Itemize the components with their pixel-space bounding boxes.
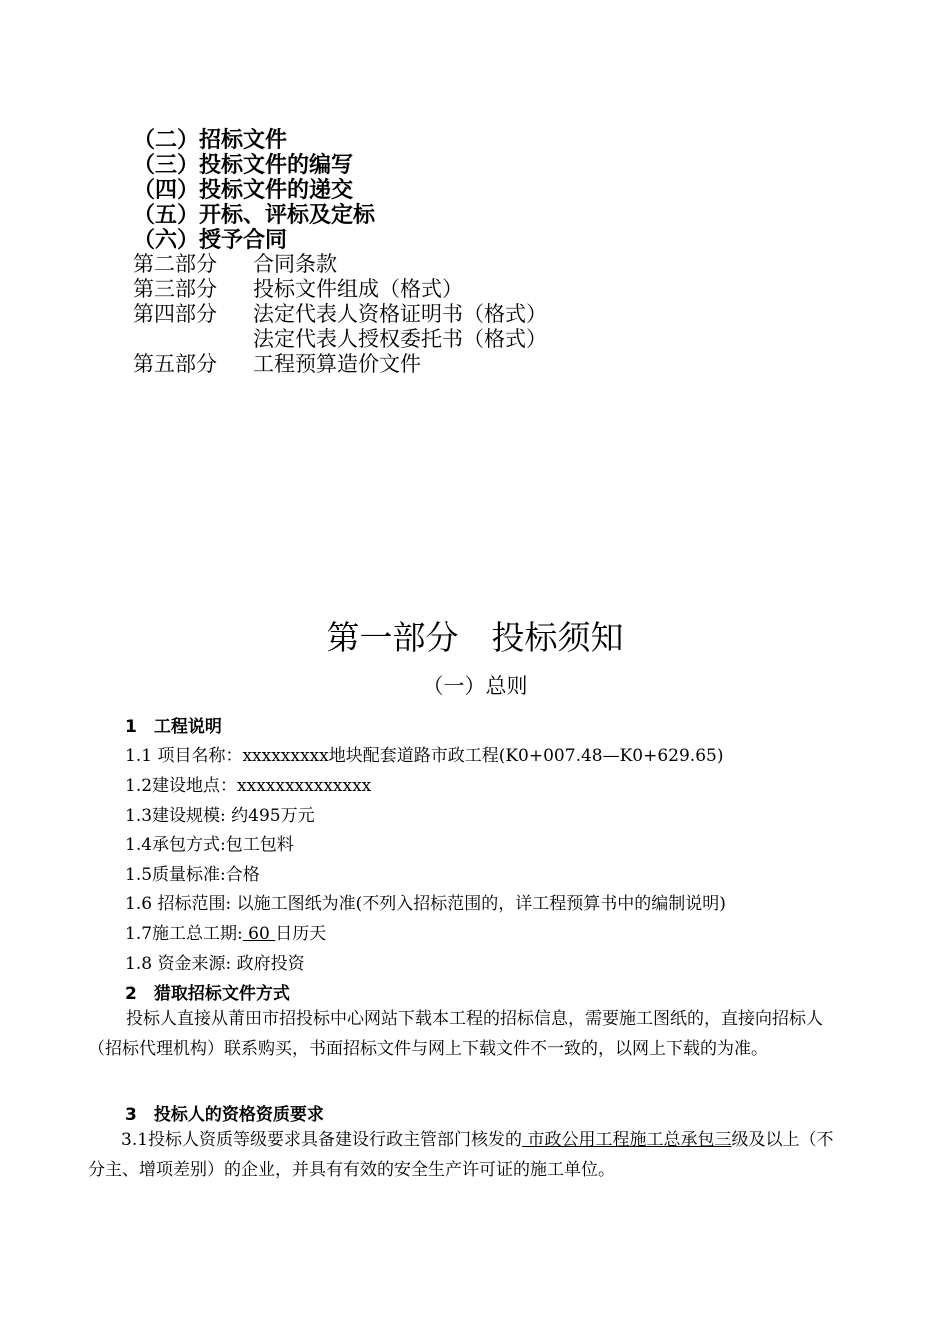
toc-section-2: （二）招标文件 — [133, 128, 288, 153]
list-item-duration — [125, 919, 326, 944]
toc-part-label: 第四部分 — [133, 302, 217, 326]
list-item: 1.5质量标准:合格 — [125, 865, 260, 885]
section-heading-2: 2 猎取招标文件方式 — [125, 984, 290, 1004]
toc-section-5: （五）开标、评标及定标 — [133, 203, 376, 228]
list-item: 1.2建设地点：xxxxxxxxxxxxxx — [125, 776, 372, 796]
duration-suffix: 日历天 — [275, 924, 327, 944]
qualification-level: 市政公用工程施工总承包三 — [522, 1130, 732, 1150]
qualification-prefix: 3.1投标人资质等级要求具备建设行政主管部门核发的 — [121, 1130, 523, 1150]
toc-part-label: 第二部分 — [133, 252, 217, 276]
toc-part-text: 法定代表人授权委托书（格式） — [253, 327, 547, 351]
toc-part-label: 第五部分 — [133, 352, 217, 376]
toc-part-text: 合同条款 — [253, 252, 337, 276]
page-title: 第一部分 投标须知 — [326, 618, 624, 657]
duration-prefix: 1.7施工总工期: — [125, 924, 243, 944]
section-subtitle: （一）总则 — [422, 674, 528, 698]
list-item: 1.3建设规模: 约495万元 — [125, 806, 315, 826]
toc-section-3: （三）投标文件的编写 — [133, 153, 354, 178]
toc-section-6: （六）授予合同 — [133, 228, 288, 253]
toc-section-4: （四）投标文件的递交 — [133, 178, 354, 203]
paragraph: 投标人直接从莆田市招投标中心网站下载本工程的招标信息，需要施工图纸的，直接向招标人（招标代理机构）联系购买，书面招标文件与网上下载文件不一致的，以网上下载的为准。 — [88, 1009, 823, 1059]
paragraph-qualification — [88, 1125, 848, 1185]
toc-part-label: 第三部分 — [133, 277, 217, 301]
list-item: 1.8 资金来源: 政府投资 — [125, 954, 305, 974]
section-heading-3: 3 投标人的资格资质要求 — [125, 1105, 324, 1125]
qualification-suffix: 级及以上（不分主、增项差别）的企业，并具有有效的安全生产许可证的施工单位。 — [88, 1130, 834, 1180]
section-heading-1: 1 工程说明 — [125, 717, 222, 737]
toc-part-text: 工程预算造价文件 — [253, 352, 421, 376]
list-item: 1.4承包方式:包工包料 — [125, 835, 294, 855]
toc-part-text: 法定代表人资格证明书（格式） — [253, 302, 547, 326]
list-item: 1.6 招标范围: 以施工图纸为准(不列入招标范围的，详工程预算书中的编制说明) — [125, 894, 726, 914]
list-item: 1.1 项目名称：xxxxxxxxx地块配套道路市政工程(K0+007.48—K0+629.65) — [125, 746, 724, 766]
toc-part-text: 投标文件组成（格式） — [253, 277, 463, 301]
duration-days: 60 — [242, 924, 276, 944]
